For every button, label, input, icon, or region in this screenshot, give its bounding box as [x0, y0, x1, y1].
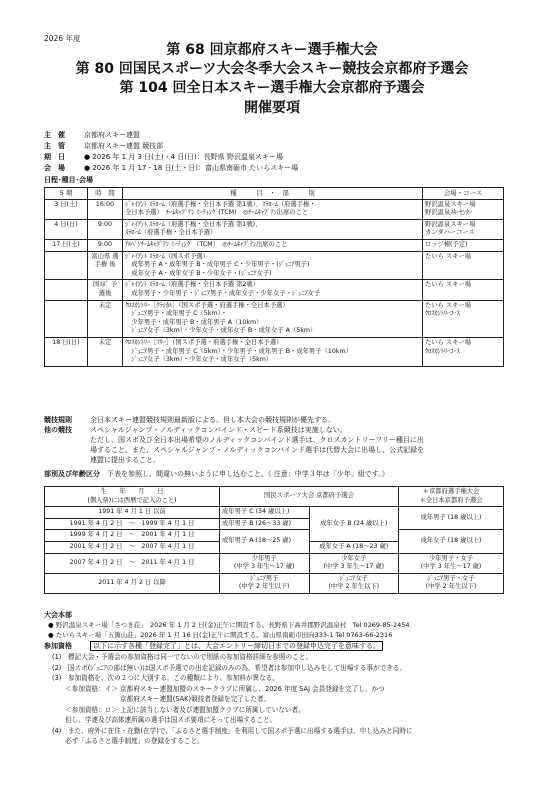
venue-line: 野沢温泉ｽｷｰｾﾝﾀｰ [425, 209, 473, 217]
schedule-time: 富山県 選手権 後 [88, 251, 123, 280]
schedule-time: 国ｽﾎﾟ 予選後 [88, 280, 123, 300]
schedule-header-row [45, 188, 504, 200]
schedule-event [123, 300, 423, 337]
event-line: ｼﾞｭﾆｱ男子・成年男子 C（5km）・少年男子・成年男子 B・成年男子（10km） [125, 347, 352, 355]
meta-date: 期 日 ● 2026 年 1 月 3 日(土)・4 日(日)：長野県 野沢温泉スキー場 [44, 153, 284, 161]
event-line: ｸﾛｽｶﾝﾄﾘｰ［ｸﾗｼｶﾙ］（国スポ予選・府選手権・全日本予選） [125, 301, 289, 309]
ages-intro: 部別及び年齢区分 下表を参照し、間違いの無いように申し込むこと。《 注意：中学３年は「少年」組です。》 [44, 470, 389, 478]
schedule-day [45, 280, 88, 300]
schedule-time: 9:00 [88, 239, 123, 251]
rule-4: 場すること。また、スペシャルジャンプ・ノルディックコンバインド選手は代替大会に出場し、公式記録を [90, 446, 425, 454]
category: 成年女子 (18 歳以上) [399, 530, 504, 553]
participation-line: 京都府スキー連盟(SAK)競技者登録を完了した者。 [52, 695, 271, 703]
schedule-event [123, 251, 423, 280]
schedule-venue [423, 300, 504, 337]
event-line: ｽﾗﾛｰﾑ（府選手権・全日本予選） [125, 229, 217, 237]
schedule-time: 未定 [88, 300, 123, 337]
category: 成年女子 A (18～23 歳) [309, 541, 399, 553]
category: 成年男子 (18 歳以上) [399, 507, 504, 530]
event-line: ｸﾛｽｶﾝﾄﾘｰ［ﾌﾘｰ］（国スポ予選・府選手権・全日本予選） [125, 338, 283, 346]
schedule-venue [423, 239, 504, 251]
event-line: 少年男子・成年男子 B・成年男子 A（10km） [125, 318, 263, 326]
schedule-row [45, 251, 504, 280]
title-line-4: 開催要項 [244, 100, 300, 116]
schedule-row [45, 219, 504, 239]
title-line-3: 第 104 回全日本スキー選手権大会京都府予選会 [119, 80, 425, 96]
category: ｼﾞｭﾆｱ男子 (中学 2 年生以下) [220, 573, 310, 593]
category: ｼﾞｭﾆｱ男子・女子 (中学 2 年生以下) [399, 573, 504, 593]
ages-header-koku: 国民スポーツ大会 京都府予選会 [220, 487, 399, 507]
rule-1: 競技規則 全日本スキー連盟競技規則最新版による。但し本大会の競技規則が優先する。 [44, 416, 335, 424]
venue-line: ｸﾛｽｶﾝﾄﾘｰｺｰｽ [425, 347, 460, 355]
hq-heading: 大会本部 [44, 611, 72, 619]
schedule-row [45, 280, 504, 300]
event-line: ｼﾞｭﾆｱ男子・成年男子 C（5km）・ [125, 310, 228, 318]
schedule-event [123, 219, 423, 239]
participation-line: ＜参加資格：ロ＞ 上記に該当しない者及び連盟加盟クラブに所属していない者。 [52, 705, 305, 714]
schedule-venue [423, 251, 504, 280]
title-line-1: 第 68 回京都府スキー選手権大会 [166, 42, 378, 58]
category: ｼﾞｭﾆｱ女子 (中学 2 年生以下) [309, 573, 399, 593]
rule-3: ただし、国スポ及び全日本出場希望のノルディックコンバインド選手は、クロスカントリーフリー種目に出 [90, 436, 424, 444]
meta-host: 主 催 京都府スキー連盟 [44, 131, 140, 139]
schedule-venue [423, 199, 504, 219]
schedule-venue [423, 337, 504, 366]
venue-line: 野沢温泉スキー場 [425, 200, 476, 208]
category: 成年女子 B (24 歳以上) [309, 507, 399, 542]
hq-line-1: ● 野沢温泉スキー場「さつき荘」 2026 年 1 月 2 日(金)正午に開設する。長野県下高井郡野沢温泉村 Tel 0269-85-2454 [48, 621, 410, 629]
schedule-table [44, 187, 504, 367]
schedule-row [45, 300, 504, 337]
schedule-day: 3 日(土) [45, 199, 88, 219]
venue-line: 野沢温泉スキー場 [425, 220, 476, 228]
meta-organizer: 主 管 京都府スキー連盟 競技部 [44, 142, 164, 150]
event-line: ｼﾞｬｲｱﾝﾄ ｽﾗﾛｰﾑ（府選手権・全日本予選 第1戦)、 [125, 220, 262, 228]
schedule-row [45, 337, 504, 366]
schedule-row [45, 239, 504, 251]
header-month: 5 期 [45, 188, 88, 200]
hq-line-2: ● たいらスキー場「五箇山荘」2026 年 1 月 16 日(金)正午に開設する。富山県南砺市田向333-1 Tel 0763-66-2316 [48, 631, 393, 639]
category: 成年男子 C (34 歳以上) [220, 507, 310, 519]
birth-range: 1991 年 4 月 2 日 ～ 1999 年 4 月 1 日 [45, 518, 220, 530]
participation-line: (2) 国スポ(ｼﾞｭﾆｱの部は無い)は国スポ予選での出走記録のみの為、希望者は参加申し込みをして出場する事ができる。 [52, 663, 407, 672]
schedule-time: 16:00 [88, 199, 123, 219]
event-line: 全日本予選） ﾁｰﾑｷｬﾌﾟﾃﾝ ﾐｰﾃｨﾝｸﾞ(TCM) ◎ﾁｰﾑｷｬﾌﾟﾃﾝ出席のこと [125, 209, 309, 217]
venue-line: たいら スキー場 [425, 338, 472, 346]
participation-line: (3) 参加資格を、次の２つに大別する。この種類により、参加料が異なる。 [52, 674, 279, 682]
event-line: 成年男子・少年男子・ｼﾞｭﾆｱ男子・成年女子・少年女子・ｼﾞｭﾆｱ女子 [125, 289, 321, 297]
category: 成年男子 B (26～33 歳) [220, 518, 310, 530]
schedule-day: 17 日(土) [45, 239, 88, 251]
schedule-row [45, 199, 504, 219]
category: 少年男子・女子 (中学 3 年生～17 歳) [399, 553, 504, 573]
event-line: 成年女子 A・成年女子 B・少年女子・(ｼﾞｭﾆｱ女子) [125, 269, 272, 277]
category: 成年男子 A (18～25 歳) [220, 530, 310, 553]
schedule-event [123, 280, 423, 300]
meta-venue: 会 場 ● 2026 年 1 月 17・18 日(土・日)：富山県南砺市 たいらスキー場 [44, 164, 299, 172]
venue-line: たいら スキー場 [425, 252, 472, 260]
rule-5: 連盟に提出すること。 [90, 456, 160, 464]
schedule-day: 18 日(日) [45, 337, 88, 366]
rule-2: 他の競技 スペシャルジャンプ・ノルディックコンバインド・スピード系競技は実施しない。 [44, 426, 347, 434]
venue-line: たいら スキー場 [425, 281, 472, 289]
schedule-event [123, 199, 423, 219]
participation-line: 必ず「ふるさと選手制度」の登録をすること。 [52, 737, 204, 745]
schedule-day [45, 251, 88, 280]
participation-note-box: 以下に示す各種「登録完了」とは、大会エントリー締切日までの登録申込完了を意味する。 [90, 641, 383, 651]
category: 少年男子 (中学 3 年生～17 歳) [220, 553, 310, 573]
schedule-venue [423, 219, 504, 239]
schedule-venue [423, 280, 504, 300]
venue-line: ロッジ棟(予定) [425, 240, 468, 248]
schedule-heading: 日程･種目･会場 [44, 176, 93, 184]
event-line: ｼﾞｬｲｱﾝﾄ ｽﾗﾛｰﾑ（府選手権・全日本予選 第2戦） [125, 281, 259, 289]
birth-range: 1999 年 4 月 2 日 ～ 2001 年 4 月 1 日 [45, 530, 220, 542]
header-venue: 会場・コース [423, 188, 504, 200]
header-time: 時 間 [88, 188, 123, 200]
event-line: ｼﾞｬｲｱﾝﾄ ｽﾗﾛｰﾑ（国スポ予選） [125, 252, 209, 260]
event-line: ｼﾞｭﾆｱ女子（3km）・少年女子・成年女子 B・成年女子 A（5km） [125, 327, 317, 335]
header-event: 種 目 ・ 部 別 [123, 188, 423, 200]
participation-line: (4) また、府外に在住・在勤(在学)で、「ふるさと選手制度」を利用して国スポ予選に出場する選手は、申し込みと同時に [52, 726, 413, 735]
participation-line: 但し、学連及び高体連所属の選手は国スポ要項にそって出場すること。 [52, 716, 277, 724]
ages-header-birth: 生 年 月 日 (個人票)には西暦で記入のこと) [45, 487, 220, 507]
event-line: 成年男子 A・成年男子 B・成年男子 C・少年男子・(ｼﾞｭﾆｱ男子) [125, 261, 310, 269]
birth-range: 1991 年 4 月 1 日 以前 [45, 507, 220, 519]
event-line: ｼﾞｬｲｱﾝﾄ ｽﾗﾛｰﾑ（府選手権・全日本予選 第1戦）、ｽﾗﾛｰﾑ（府選手権・ [125, 200, 316, 208]
birth-range: 2007 年 4 月 2 日 ～ 2011 年 4 月 1 日 [45, 553, 220, 573]
schedule-event [123, 239, 423, 251]
category: 少年女子 (中学 3 年生～17 歳) [309, 553, 399, 573]
age-category-table [44, 486, 504, 594]
event-line: ｱﾙﾍﾟﾝﾁｰﾑｷｬﾌﾟﾃﾝ ﾐｰﾃｨﾝｸﾞ（TCM） ◎ﾁｰﾑｷｬﾌﾟﾃﾝ出席のこと [125, 240, 288, 248]
venue-line: カンダハーコース [425, 229, 475, 237]
venue-line: ｸﾛｽｶﾝﾄﾘｰｺｰｽ [425, 310, 460, 318]
title-line-2: 第 80 回国民スポーツ大会冬季大会スキー競技会京都府予選会 [75, 61, 469, 77]
participation-line: (1) 標記大会・予選会の参加資格は同一でないので別紙の参加資格詳細を参照のこと。 [52, 653, 312, 661]
ages-header-fu: ＊京都府選手権大会 ＊全日本京都府予選会 [399, 487, 504, 507]
event-line: ｼﾞｭﾆｱ女子（3km）・少年女子・成年女子（5km） [125, 356, 273, 364]
schedule-time: 9:00 [88, 219, 123, 239]
schedule-day: 4 日(日) [45, 219, 88, 239]
participation-heading: 参加資格 以下に示す各種「登録完了」とは、大会エントリー締切日までの登録申込完了を意味する。 [44, 641, 383, 651]
fiscal-year: 2026 年度 [44, 34, 81, 43]
schedule-event [123, 337, 423, 366]
schedule-day [45, 300, 88, 337]
birth-range: 2011 年 4 月 2 日 以降 [45, 573, 220, 593]
participation-line: ＜参加資格：イ＞ 京都府スキー連盟加盟のスキークラブに所属し、2026 年度 SAJ 会員登録を完了し、かつ [52, 684, 385, 693]
schedule-time: 未定 [88, 337, 123, 366]
venue-line: たいら スキー場 [425, 301, 472, 309]
birth-range: 2001 年 4 月 2 日 ～ 2007 年 4 月 1 日 [45, 541, 220, 553]
